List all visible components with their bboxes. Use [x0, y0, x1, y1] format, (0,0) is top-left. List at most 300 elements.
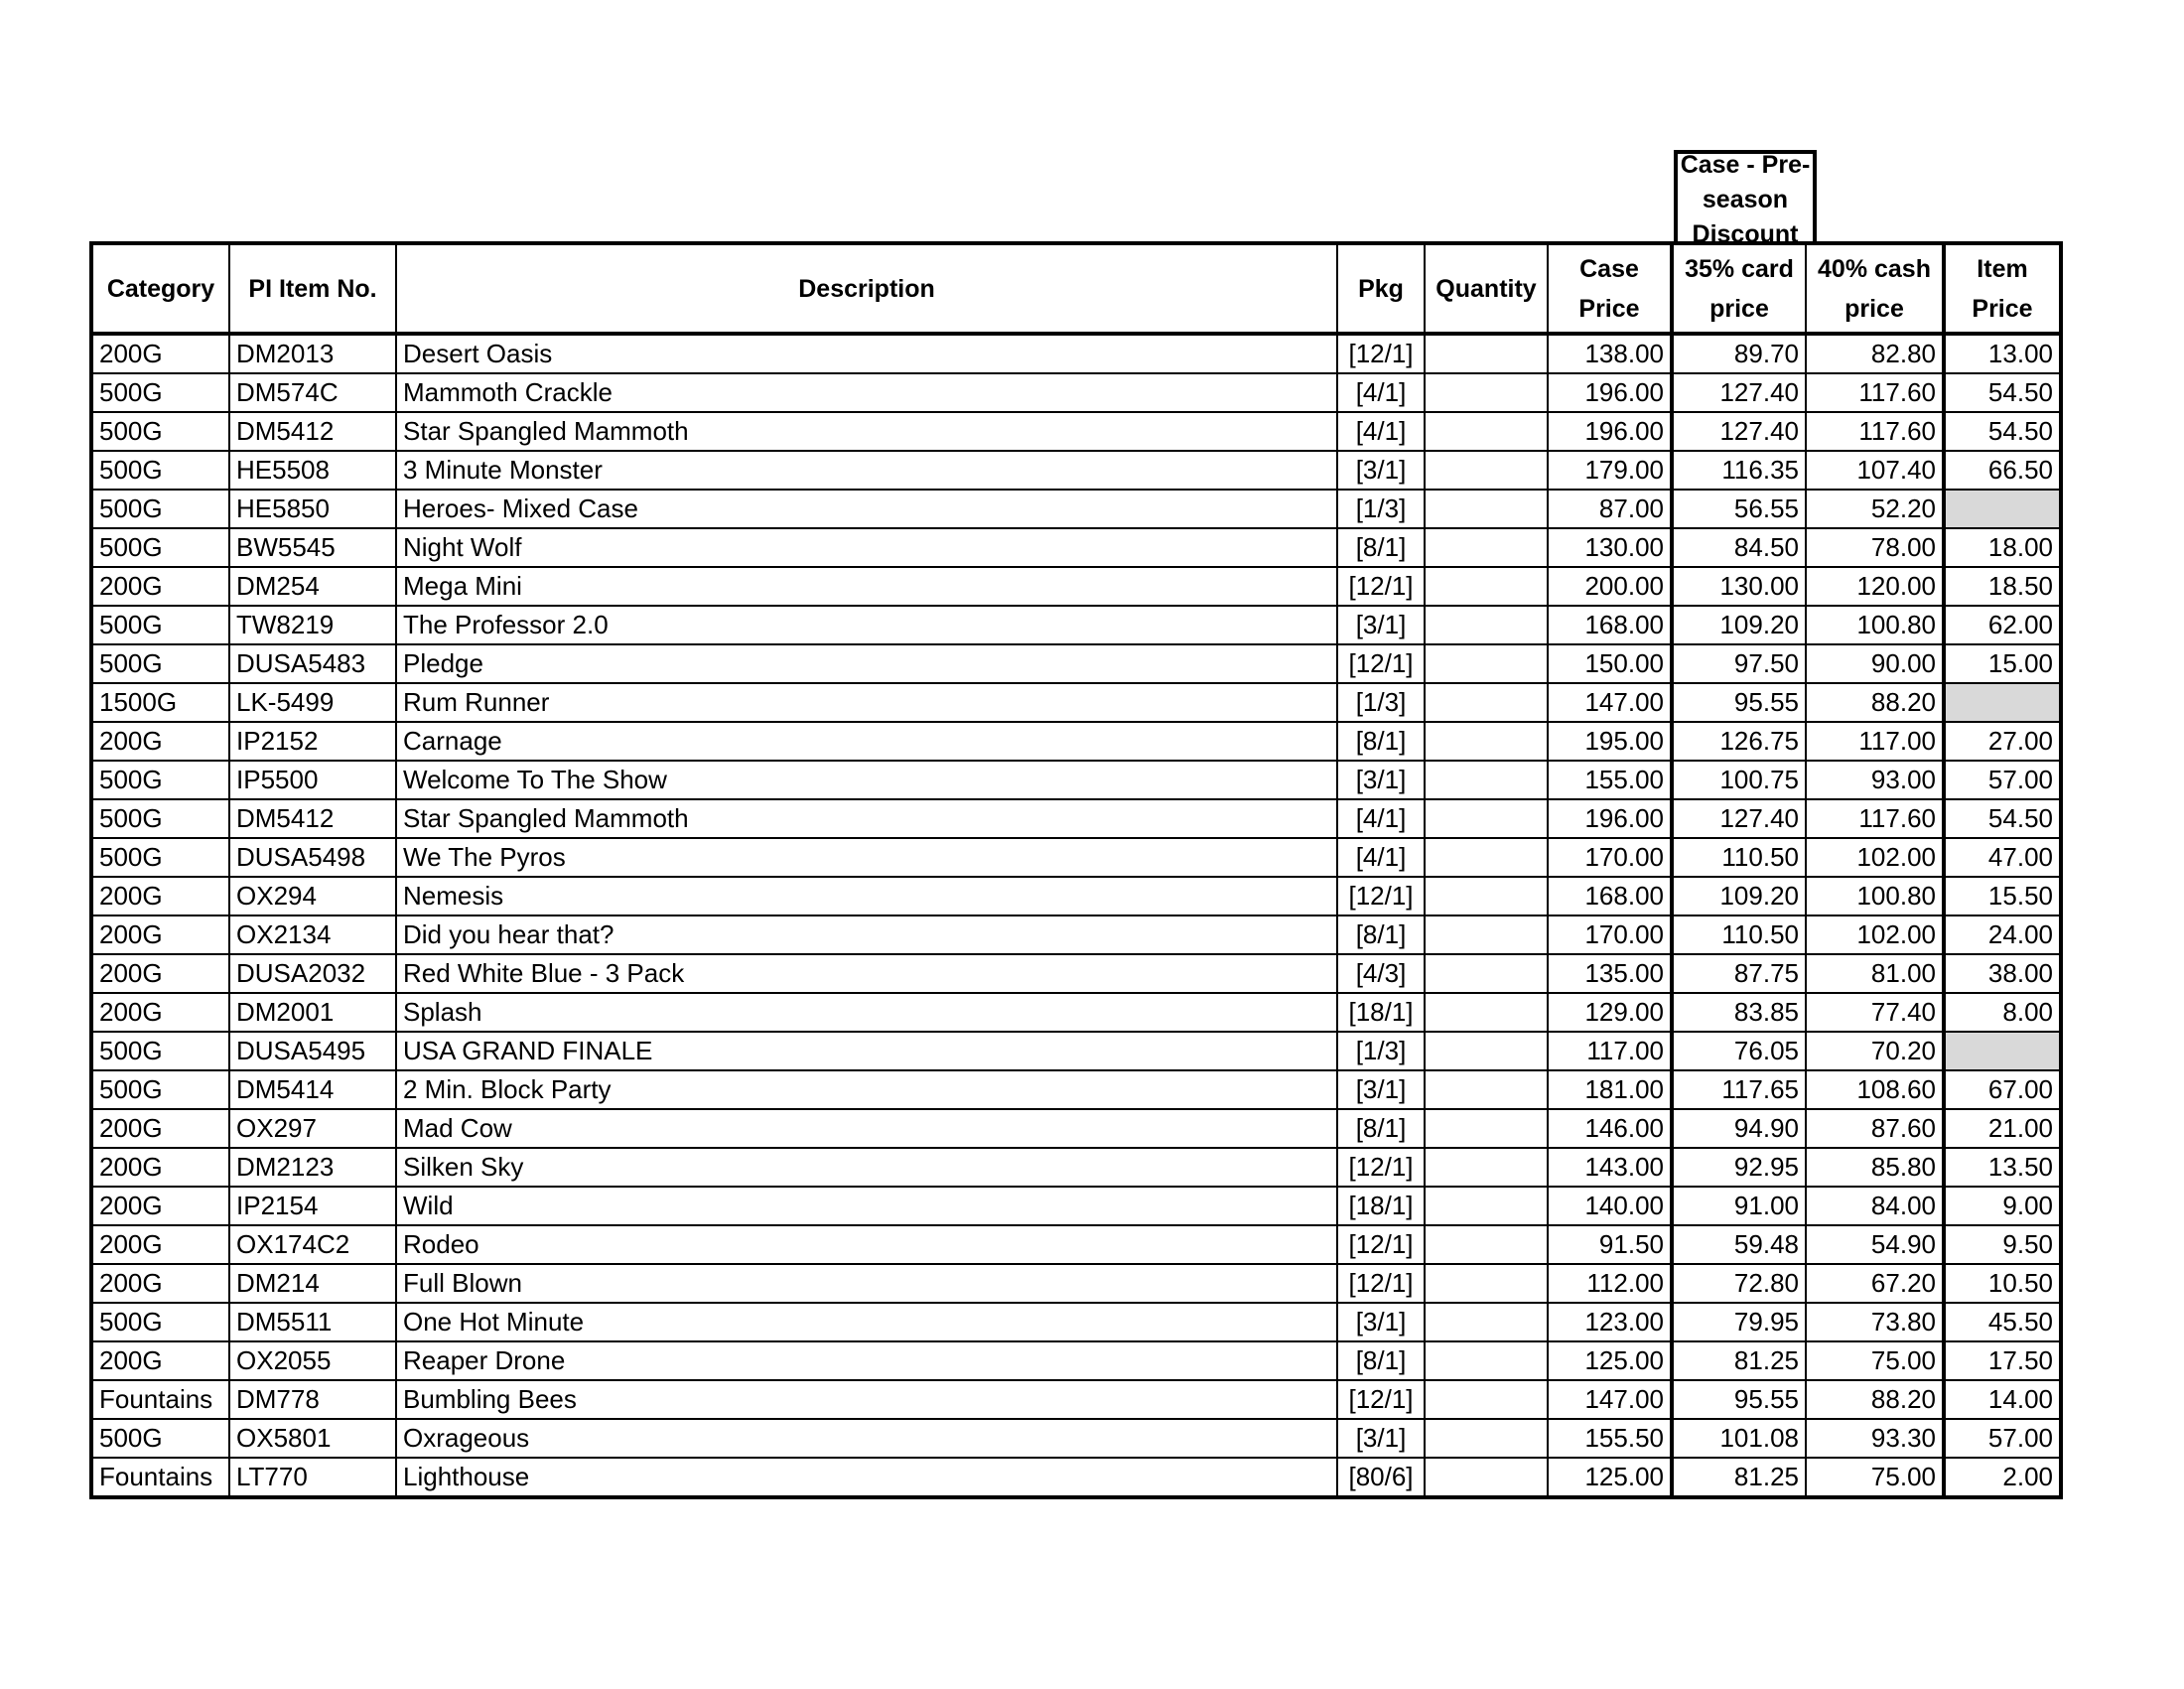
- discount-header: [1674, 150, 1817, 248]
- cell-description: Mega Mini: [396, 567, 1337, 606]
- cell-cash-price: 52.20: [1806, 490, 1944, 528]
- table-row: [91, 567, 2061, 606]
- cell-case-price: 143.00: [1548, 1148, 1672, 1187]
- cell-cash-price: 88.20: [1806, 1380, 1944, 1419]
- cell-pkg: [12/1]: [1337, 1380, 1425, 1419]
- cell-item-no: OX5801: [229, 1419, 396, 1458]
- cell-category: 200G: [91, 1225, 229, 1264]
- cell-cash-price: 88.20: [1806, 683, 1944, 722]
- cell-pkg: [12/1]: [1337, 1264, 1425, 1303]
- cell-case-price: 130.00: [1548, 528, 1672, 567]
- cell-pkg: [1/3]: [1337, 490, 1425, 528]
- cell-pkg: [3/1]: [1337, 1303, 1425, 1341]
- cell-case-price: 138.00: [1548, 334, 1672, 373]
- cell-cash-price: 100.80: [1806, 606, 1944, 644]
- cell-quantity: [1425, 1341, 1548, 1380]
- cell-card-price: 127.40: [1672, 412, 1806, 451]
- cell-card-price: 56.55: [1672, 490, 1806, 528]
- cell-quantity: [1425, 1264, 1548, 1303]
- header-pkg: Pkg: [1337, 243, 1425, 334]
- cell-case-price: 112.00: [1548, 1264, 1672, 1303]
- cell-item-price: 21.00: [1944, 1109, 2061, 1148]
- cell-item-no: IP5500: [229, 761, 396, 799]
- cell-item-price: 15.50: [1944, 877, 2061, 915]
- cell-item-no: BW5545: [229, 528, 396, 567]
- cell-cash-price: 117.60: [1806, 412, 1944, 451]
- cell-category: 500G: [91, 412, 229, 451]
- cell-item-price: 10.50: [1944, 1264, 2061, 1303]
- cell-pkg: [12/1]: [1337, 1225, 1425, 1264]
- cell-description: 2 Min. Block Party: [396, 1070, 1337, 1109]
- cell-category: 500G: [91, 1032, 229, 1070]
- table-row: [91, 1070, 2061, 1109]
- cell-item-price: 9.00: [1944, 1187, 2061, 1225]
- header-cash-price: [1806, 243, 1944, 334]
- table-row: [91, 1187, 2061, 1225]
- table-row: [91, 915, 2061, 954]
- cell-description: Did you hear that?: [396, 915, 1337, 954]
- header-category: Category: [91, 243, 229, 334]
- cell-pkg: [12/1]: [1337, 1148, 1425, 1187]
- cell-case-price: 87.00: [1548, 490, 1672, 528]
- cell-description: Mad Cow: [396, 1109, 1337, 1148]
- cell-card-price: 84.50: [1672, 528, 1806, 567]
- cell-item-price: [1944, 490, 2061, 528]
- table-row: [91, 1458, 2061, 1497]
- cell-item-no: DM2013: [229, 334, 396, 373]
- cell-description: One Hot Minute: [396, 1303, 1337, 1341]
- cell-description: Silken Sky: [396, 1148, 1337, 1187]
- cell-cash-price: 107.40: [1806, 451, 1944, 490]
- table-row: [91, 451, 2061, 490]
- cell-case-price: 129.00: [1548, 993, 1672, 1032]
- cell-case-price: 170.00: [1548, 915, 1672, 954]
- discount-header-label: Case - Pre-season Discount: [1680, 150, 1811, 248]
- cell-case-price: 150.00: [1548, 644, 1672, 683]
- cell-description: Oxrageous: [396, 1419, 1337, 1458]
- table-row: [91, 1341, 2061, 1380]
- cell-description: Nemesis: [396, 877, 1337, 915]
- cell-category: 500G: [91, 838, 229, 877]
- cell-quantity: [1425, 373, 1548, 412]
- cell-cash-price: 67.20: [1806, 1264, 1944, 1303]
- cell-cash-price: 87.60: [1806, 1109, 1944, 1148]
- cell-category: 200G: [91, 334, 229, 373]
- header-card-price: [1672, 243, 1806, 334]
- cell-cash-price: 117.60: [1806, 373, 1944, 412]
- cell-cash-price: 120.00: [1806, 567, 1944, 606]
- cell-item-price: [1944, 1032, 2061, 1070]
- cell-description: Star Spangled Mammoth: [396, 799, 1337, 838]
- cell-item-no: DUSA5495: [229, 1032, 396, 1070]
- cell-item-price: 47.00: [1944, 838, 2061, 877]
- cell-item-no: DM214: [229, 1264, 396, 1303]
- cell-pkg: [4/1]: [1337, 799, 1425, 838]
- cell-case-price: 196.00: [1548, 412, 1672, 451]
- cell-card-price: 72.80: [1672, 1264, 1806, 1303]
- header-case-price-label: Case Price: [1578, 254, 1640, 323]
- cell-card-price: 76.05: [1672, 1032, 1806, 1070]
- cell-case-price: 195.00: [1548, 722, 1672, 761]
- cell-pkg: [3/1]: [1337, 761, 1425, 799]
- cell-pkg: [18/1]: [1337, 1187, 1425, 1225]
- cell-case-price: 125.00: [1548, 1341, 1672, 1380]
- header-cash-price-label: 40% cash price: [1818, 254, 1931, 323]
- cell-cash-price: 75.00: [1806, 1458, 1944, 1497]
- cell-quantity: [1425, 334, 1548, 373]
- table-row: [91, 1264, 2061, 1303]
- cell-case-price: 125.00: [1548, 1458, 1672, 1497]
- cell-card-price: 59.48: [1672, 1225, 1806, 1264]
- table-row: [91, 722, 2061, 761]
- cell-description: Night Wolf: [396, 528, 1337, 567]
- cell-item-price: 15.00: [1944, 644, 2061, 683]
- cell-item-price: 18.50: [1944, 567, 2061, 606]
- cell-category: 200G: [91, 954, 229, 993]
- cell-pkg: [8/1]: [1337, 1341, 1425, 1380]
- cell-quantity: [1425, 722, 1548, 761]
- cell-card-price: 81.25: [1672, 1458, 1806, 1497]
- cell-item-price: 9.50: [1944, 1225, 2061, 1264]
- cell-case-price: 155.50: [1548, 1419, 1672, 1458]
- cell-item-no: DM254: [229, 567, 396, 606]
- table-row: [91, 1419, 2061, 1458]
- cell-description: Reaper Drone: [396, 1341, 1337, 1380]
- table-row: [91, 528, 2061, 567]
- cell-item-no: DUSA5483: [229, 644, 396, 683]
- cell-card-price: 97.50: [1672, 644, 1806, 683]
- cell-category: 200G: [91, 1264, 229, 1303]
- cell-description: Wild: [396, 1187, 1337, 1225]
- cell-category: 200G: [91, 567, 229, 606]
- cell-card-price: 130.00: [1672, 567, 1806, 606]
- cell-category: 200G: [91, 915, 229, 954]
- cell-category: 500G: [91, 606, 229, 644]
- cell-cash-price: 78.00: [1806, 528, 1944, 567]
- cell-item-price: 67.00: [1944, 1070, 2061, 1109]
- cell-category: 500G: [91, 451, 229, 490]
- cell-quantity: [1425, 528, 1548, 567]
- cell-case-price: 170.00: [1548, 838, 1672, 877]
- cell-category: 500G: [91, 1303, 229, 1341]
- cell-item-no: DM5412: [229, 412, 396, 451]
- cell-category: 200G: [91, 1187, 229, 1225]
- cell-item-no: TW8219: [229, 606, 396, 644]
- cell-cash-price: 81.00: [1806, 954, 1944, 993]
- cell-item-price: 8.00: [1944, 993, 2061, 1032]
- cell-category: 500G: [91, 644, 229, 683]
- cell-card-price: 100.75: [1672, 761, 1806, 799]
- cell-cash-price: 70.20: [1806, 1032, 1944, 1070]
- cell-description: Welcome To The Show: [396, 761, 1337, 799]
- cell-pkg: [80/6]: [1337, 1458, 1425, 1497]
- cell-item-no: LK-5499: [229, 683, 396, 722]
- cell-case-price: 168.00: [1548, 877, 1672, 915]
- cell-category: 500G: [91, 1070, 229, 1109]
- cell-card-price: 110.50: [1672, 915, 1806, 954]
- cell-category: 1500G: [91, 683, 229, 722]
- cell-description: Bumbling Bees: [396, 1380, 1337, 1419]
- cell-card-price: 117.65: [1672, 1070, 1806, 1109]
- table-row: [91, 1380, 2061, 1419]
- cell-item-price: 38.00: [1944, 954, 2061, 993]
- cell-card-price: 126.75: [1672, 722, 1806, 761]
- cell-pkg: [18/1]: [1337, 993, 1425, 1032]
- cell-description: Full Blown: [396, 1264, 1337, 1303]
- cell-cash-price: 100.80: [1806, 877, 1944, 915]
- header-card-price-label: 35% card price: [1685, 254, 1794, 323]
- cell-quantity: [1425, 1419, 1548, 1458]
- cell-pkg: [12/1]: [1337, 877, 1425, 915]
- table-row: [91, 606, 2061, 644]
- cell-cash-price: 90.00: [1806, 644, 1944, 683]
- cell-category: Fountains: [91, 1458, 229, 1497]
- cell-card-price: 92.95: [1672, 1148, 1806, 1187]
- cell-item-no: DM778: [229, 1380, 396, 1419]
- cell-pkg: [3/1]: [1337, 606, 1425, 644]
- cell-category: 200G: [91, 877, 229, 915]
- cell-pkg: [3/1]: [1337, 451, 1425, 490]
- header-description: Description: [396, 243, 1337, 334]
- header-item-no: PI Item No.: [229, 243, 396, 334]
- cell-item-price: 54.50: [1944, 799, 2061, 838]
- cell-item-price: 17.50: [1944, 1341, 2061, 1380]
- table-row: [91, 644, 2061, 683]
- cell-quantity: [1425, 761, 1548, 799]
- cell-cash-price: 85.80: [1806, 1148, 1944, 1187]
- cell-item-no: DM5412: [229, 799, 396, 838]
- cell-category: 200G: [91, 1341, 229, 1380]
- cell-item-price: 54.50: [1944, 373, 2061, 412]
- cell-case-price: 168.00: [1548, 606, 1672, 644]
- table-row: [91, 954, 2061, 993]
- cell-cash-price: 73.80: [1806, 1303, 1944, 1341]
- cell-item-no: HE5850: [229, 490, 396, 528]
- table-row: [91, 373, 2061, 412]
- cell-cash-price: 82.80: [1806, 334, 1944, 373]
- cell-item-no: LT770: [229, 1458, 396, 1497]
- cell-pkg: [1/3]: [1337, 1032, 1425, 1070]
- cell-item-price: 14.00: [1944, 1380, 2061, 1419]
- cell-cash-price: 54.90: [1806, 1225, 1944, 1264]
- cell-category: Fountains: [91, 1380, 229, 1419]
- table-row: [91, 1225, 2061, 1264]
- cell-quantity: [1425, 606, 1548, 644]
- cell-case-price: 196.00: [1548, 373, 1672, 412]
- header-case-price: [1548, 243, 1672, 334]
- cell-item-no: IP2152: [229, 722, 396, 761]
- header-item-price: [1944, 243, 2061, 334]
- cell-quantity: [1425, 954, 1548, 993]
- cell-description: Rodeo: [396, 1225, 1337, 1264]
- cell-cash-price: 102.00: [1806, 838, 1944, 877]
- cell-quantity: [1425, 1225, 1548, 1264]
- cell-item-price: 24.00: [1944, 915, 2061, 954]
- cell-description: Carnage: [396, 722, 1337, 761]
- cell-category: 200G: [91, 993, 229, 1032]
- cell-card-price: 95.55: [1672, 683, 1806, 722]
- cell-item-price: 62.00: [1944, 606, 2061, 644]
- cell-card-price: 87.75: [1672, 954, 1806, 993]
- table-row: [91, 1109, 2061, 1148]
- cell-card-price: 109.20: [1672, 606, 1806, 644]
- cell-item-no: HE5508: [229, 451, 396, 490]
- table-row: [91, 799, 2061, 838]
- cell-description: Star Spangled Mammoth: [396, 412, 1337, 451]
- cell-item-price: 54.50: [1944, 412, 2061, 451]
- cell-item-no: DM5414: [229, 1070, 396, 1109]
- cell-case-price: 123.00: [1548, 1303, 1672, 1341]
- cell-item-no: DUSA5498: [229, 838, 396, 877]
- header-quantity: Quantity: [1425, 243, 1548, 334]
- cell-item-no: DM2001: [229, 993, 396, 1032]
- cell-quantity: [1425, 1070, 1548, 1109]
- cell-quantity: [1425, 877, 1548, 915]
- cell-item-no: IP2154: [229, 1187, 396, 1225]
- cell-quantity: [1425, 993, 1548, 1032]
- cell-card-price: 83.85: [1672, 993, 1806, 1032]
- cell-quantity: [1425, 838, 1548, 877]
- cell-case-price: 146.00: [1548, 1109, 1672, 1148]
- cell-pkg: [4/1]: [1337, 373, 1425, 412]
- table-row: [91, 1032, 2061, 1070]
- cell-card-price: 127.40: [1672, 799, 1806, 838]
- cell-category: 500G: [91, 490, 229, 528]
- table-row: [91, 412, 2061, 451]
- cell-category: 500G: [91, 1419, 229, 1458]
- cell-quantity: [1425, 1380, 1548, 1419]
- cell-category: 500G: [91, 761, 229, 799]
- cell-item-price: 18.00: [1944, 528, 2061, 567]
- table-row: [91, 1148, 2061, 1187]
- cell-pkg: [12/1]: [1337, 567, 1425, 606]
- cell-category: 200G: [91, 1148, 229, 1187]
- cell-cash-price: 102.00: [1806, 915, 1944, 954]
- cell-quantity: [1425, 915, 1548, 954]
- cell-cash-price: 75.00: [1806, 1341, 1944, 1380]
- cell-pkg: [8/1]: [1337, 915, 1425, 954]
- cell-quantity: [1425, 412, 1548, 451]
- cell-description: 3 Minute Monster: [396, 451, 1337, 490]
- cell-pkg: [8/1]: [1337, 528, 1425, 567]
- cell-description: We The Pyros: [396, 838, 1337, 877]
- table-row: [91, 877, 2061, 915]
- cell-cash-price: 93.00: [1806, 761, 1944, 799]
- cell-card-price: 81.25: [1672, 1341, 1806, 1380]
- price-table: [89, 241, 2063, 1499]
- cell-case-price: 155.00: [1548, 761, 1672, 799]
- table-row: [91, 993, 2061, 1032]
- cell-case-price: 147.00: [1548, 683, 1672, 722]
- cell-item-no: OX2055: [229, 1341, 396, 1380]
- cell-quantity: [1425, 1148, 1548, 1187]
- table-row: [91, 761, 2061, 799]
- cell-category: 500G: [91, 373, 229, 412]
- cell-description: Rum Runner: [396, 683, 1337, 722]
- cell-item-price: 66.50: [1944, 451, 2061, 490]
- cell-item-price: 13.00: [1944, 334, 2061, 373]
- cell-item-price: [1944, 683, 2061, 722]
- cell-item-no: DM5511: [229, 1303, 396, 1341]
- cell-pkg: [3/1]: [1337, 1419, 1425, 1458]
- cell-card-price: 110.50: [1672, 838, 1806, 877]
- cell-pkg: [4/1]: [1337, 412, 1425, 451]
- cell-pkg: [8/1]: [1337, 722, 1425, 761]
- cell-description: Heroes- Mixed Case: [396, 490, 1337, 528]
- table-row: [91, 838, 2061, 877]
- cell-description: USA GRAND FINALE: [396, 1032, 1337, 1070]
- cell-description: Pledge: [396, 644, 1337, 683]
- cell-pkg: [12/1]: [1337, 644, 1425, 683]
- cell-pkg: [1/3]: [1337, 683, 1425, 722]
- cell-case-price: 91.50: [1548, 1225, 1672, 1264]
- cell-item-price: 13.50: [1944, 1148, 2061, 1187]
- cell-item-no: DM574C: [229, 373, 396, 412]
- cell-quantity: [1425, 490, 1548, 528]
- cell-cash-price: 93.30: [1806, 1419, 1944, 1458]
- table-row: [91, 490, 2061, 528]
- cell-quantity: [1425, 1187, 1548, 1225]
- cell-cash-price: 117.00: [1806, 722, 1944, 761]
- cell-case-price: 179.00: [1548, 451, 1672, 490]
- cell-description: Splash: [396, 993, 1337, 1032]
- cell-quantity: [1425, 1458, 1548, 1497]
- cell-card-price: 95.55: [1672, 1380, 1806, 1419]
- cell-item-price: 27.00: [1944, 722, 2061, 761]
- cell-case-price: 117.00: [1548, 1032, 1672, 1070]
- cell-item-no: OX294: [229, 877, 396, 915]
- cell-description: The Professor 2.0: [396, 606, 1337, 644]
- cell-card-price: 116.35: [1672, 451, 1806, 490]
- cell-quantity: [1425, 683, 1548, 722]
- cell-category: 200G: [91, 1109, 229, 1148]
- cell-cash-price: 84.00: [1806, 1187, 1944, 1225]
- cell-quantity: [1425, 1032, 1548, 1070]
- cell-card-price: 101.08: [1672, 1419, 1806, 1458]
- cell-item-no: DUSA2032: [229, 954, 396, 993]
- cell-item-price: 2.00: [1944, 1458, 2061, 1497]
- cell-case-price: 200.00: [1548, 567, 1672, 606]
- cell-cash-price: 117.60: [1806, 799, 1944, 838]
- table-body: [91, 334, 2061, 1497]
- cell-item-no: DM2123: [229, 1148, 396, 1187]
- cell-cash-price: 108.60: [1806, 1070, 1944, 1109]
- cell-case-price: 147.00: [1548, 1380, 1672, 1419]
- table-row: [91, 334, 2061, 373]
- cell-pkg: [4/1]: [1337, 838, 1425, 877]
- cell-category: 500G: [91, 528, 229, 567]
- cell-case-price: 196.00: [1548, 799, 1672, 838]
- cell-description: Mammoth Crackle: [396, 373, 1337, 412]
- header-row: [91, 243, 2061, 334]
- cell-quantity: [1425, 1109, 1548, 1148]
- cell-item-price: 45.50: [1944, 1303, 2061, 1341]
- cell-quantity: [1425, 567, 1548, 606]
- cell-description: Red White Blue - 3 Pack: [396, 954, 1337, 993]
- cell-card-price: 94.90: [1672, 1109, 1806, 1148]
- cell-card-price: 91.00: [1672, 1187, 1806, 1225]
- cell-card-price: 109.20: [1672, 877, 1806, 915]
- cell-pkg: [4/3]: [1337, 954, 1425, 993]
- cell-item-price: 57.00: [1944, 761, 2061, 799]
- cell-item-price: 57.00: [1944, 1419, 2061, 1458]
- cell-card-price: 127.40: [1672, 373, 1806, 412]
- cell-case-price: 140.00: [1548, 1187, 1672, 1225]
- cell-case-price: 135.00: [1548, 954, 1672, 993]
- cell-quantity: [1425, 451, 1548, 490]
- cell-card-price: 79.95: [1672, 1303, 1806, 1341]
- cell-description: Lighthouse: [396, 1458, 1337, 1497]
